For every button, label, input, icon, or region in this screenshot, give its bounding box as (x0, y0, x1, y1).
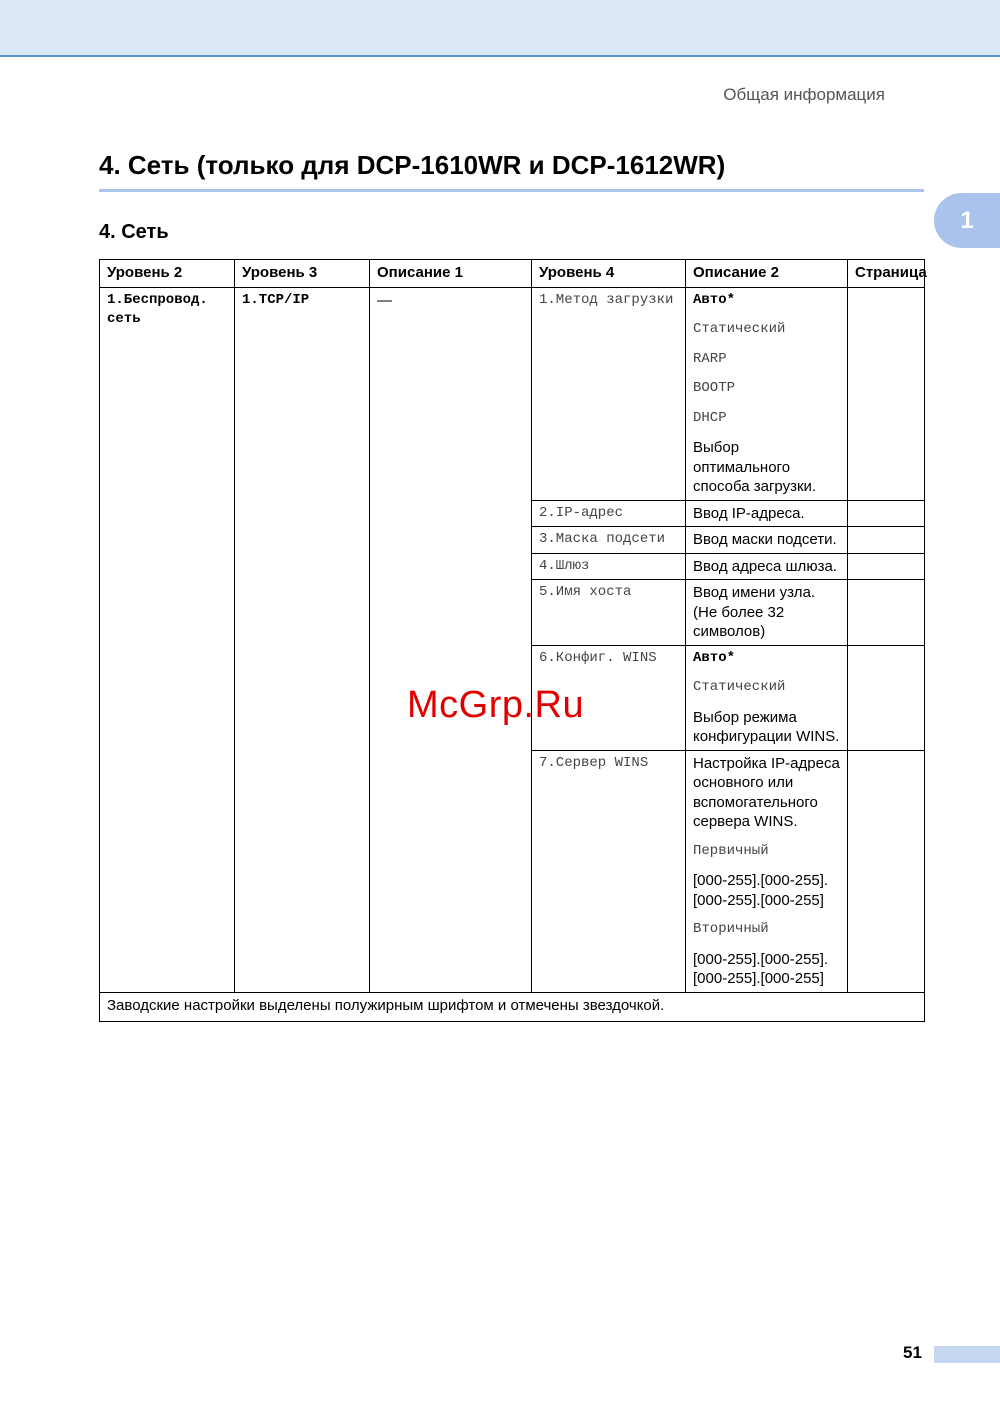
desc2-cell (686, 750, 848, 992)
desc2-cell (686, 553, 848, 580)
level4-cell: 5.Имя хоста (532, 580, 686, 646)
page-footer-tab (934, 1346, 1000, 1363)
watermark: McGrp.Ru (407, 684, 585, 726)
option-text: [000-255].[000-255].[000-255].[000-255] (693, 950, 829, 987)
option-text: Авто* (693, 649, 736, 666)
level3-cell: 1.TCP/IP (235, 287, 370, 992)
page-cell (848, 527, 925, 554)
page-cell (848, 580, 925, 646)
header-level3: Уровень 3 (235, 260, 370, 288)
level4-cell: 4.Шлюз (532, 553, 686, 580)
option-text: Авто* (693, 291, 736, 308)
option-text: Выбор режима конфигурации WINS. (693, 708, 840, 745)
page-cell (848, 750, 925, 992)
header-level4: Уровень 4 (532, 260, 686, 288)
level4-cell: 7.Сервер WINS (532, 750, 686, 992)
table-body (100, 287, 925, 1022)
running-header: Общая информация (723, 85, 885, 104)
page-cell (848, 500, 925, 527)
header-desc2: Описание 2 (686, 260, 848, 288)
level2-cell: 1.Беспровод. сеть (100, 287, 235, 992)
option-text: DHCP (693, 409, 727, 426)
option-text: Вторичный (693, 921, 769, 937)
top-header-band (0, 0, 1000, 57)
desc2-cell (686, 500, 848, 527)
header-page: Страница (848, 260, 925, 288)
level4-cell: 2.IP-адрес (532, 500, 686, 527)
settings-table (99, 259, 925, 1022)
option-text: BOOTP (693, 380, 736, 396)
option-text: RARP (693, 350, 727, 367)
desc2-cell (686, 287, 848, 500)
level4-cell: 1.Метод загрузки (532, 287, 686, 500)
option-text: Ввод IP-адреса. (693, 504, 805, 522)
page-number: 51 (903, 1343, 922, 1362)
section-title: 4. Сеть (99, 221, 169, 243)
desc2-cell (686, 527, 848, 554)
option-text: Статический (693, 679, 786, 695)
table-row (100, 287, 925, 500)
desc2-cell (686, 645, 848, 750)
option-text: Статический (693, 321, 786, 337)
table-footnote-row (100, 992, 925, 1022)
level4-cell: 6.Конфиг. WINS (532, 645, 686, 750)
chapter-title: 4. Сеть (только для DCP-1610WR и DCP-1612WR) (99, 150, 924, 192)
option-text: Ввод имени узла. (Не более 32 символов) (693, 584, 816, 640)
option-text: Первичный (693, 842, 769, 859)
desc1-cell: — (370, 287, 532, 992)
page-cell (848, 645, 925, 750)
table-footnote: Заводские настройки выделены полужирным шрифтом и отмечены звездочкой. (100, 992, 925, 1022)
option-text: Ввод адреса шлюза. (693, 557, 837, 575)
desc2-cell (686, 580, 848, 646)
header-desc1: Описание 1 (370, 260, 532, 288)
option-text: Ввод маски подсети. (693, 531, 837, 548)
option-text: Выбор оптимального способа загрузки. (693, 439, 817, 495)
page-cell (848, 553, 925, 580)
level4-cell: 3.Маска подсети (532, 527, 686, 554)
table-header-row (100, 260, 925, 288)
option-text: Настройка IP-адреса основного или вспомогательного сервера WINS. (693, 754, 840, 830)
option-text: [000-255].[000-255].[000-255].[000-255] (693, 872, 829, 909)
page-cell (848, 287, 925, 500)
header-level2: Уровень 2 (100, 260, 235, 288)
chapter-tab: 1 (934, 193, 1000, 248)
